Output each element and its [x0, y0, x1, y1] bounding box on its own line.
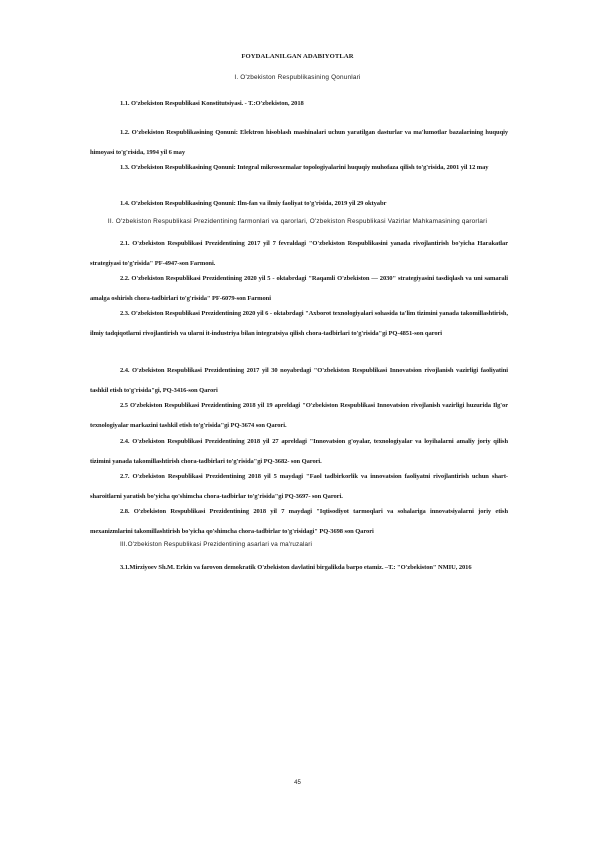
reference-item: 1.4. O'zbekiston Respublikasining Qonuni: Ilm-fan va ilmiy faoliyat to'g'risida, 2019 yil 29 oktyabr — [120, 200, 387, 207]
reference-item: 2.8. O'zbekiston Respublikasi Prezidentining 2018 yil 7 maydagi "Iqtisodiyot tarmoqlari va sohalariga innovatsiyalarni joriy etish mexanizmlarini takomillashtirish bo'yicha qo'shimcha chora-tadbirlar to'g'risidagi" PQ-3698 son Qarori — [90, 508, 508, 535]
reference-item: 2.4. O'zbekiston Respublikasi Prezidentining 2017 yil 30 noyabrdagi "O'zbekiston Respublikasi Innovatsion rivojlanish vazirligi faoliyatini tashkil etish to'g'risida"gi, PQ-3416-son Qarori — [90, 367, 508, 394]
reference-item: 2.5 O'zbekiston Respublikasi Prezidentining 2018 yil 19 apreldagi "O'zbekiston Respublikasi Innovatsion rivojlanish vazirligi huzurida Ilg'or texnologiyalar markazini tashkil etish to'g'risida"gi PQ-3674 son Qarori. — [90, 402, 508, 429]
page-title: FOYDALANILGAN ADABIYOTLAR — [241, 53, 354, 60]
reference-item: 3.1.Mirziyoev Sh.M. Erkin va farovon demokratik O'zbekiston davlatini birgalikda barpo etamiz. –T.: "O'zbekiston" NMIU, 2016 — [120, 564, 472, 571]
reference-item: 2.7. O'zbekiston Respublikasi Prezidentining 2018 yil 5 maydagi "Faol tadbirkorlik va innovatsion faoliyatni rivojlantirish uchun shart-sharoitlarni yaratish bo'yicha qo'shimcha chora-tadbirlar to'g'risida"gi PQ-3697- son Qarori. — [90, 473, 508, 500]
reference-item: 1.2. O'zbekiston Respublikasining Qonuni: Elektron hisoblash mashinalari uchun yaratilgan dasturlar va ma'lumotlar bazalarining huquqiy himoyasi to'g'risida, 1994 yil 6 may — [90, 129, 508, 156]
section-heading-works: III.O'zbekiston Respublikasi Prezidentining asarlari va ma'ruzalari — [120, 541, 312, 548]
reference-item: 2.1. O'zbekiston Respublikasi Prezidentining 2017 yil 7 fevraldagi "O'zbekiston Respublikasini yanada rivojlantirish bo'yicha Harakatlar strategiyasi to'g'risida" PF-4947-son Farmoni. — [90, 240, 508, 267]
section-heading-laws: I. O'zbekiston Respublikasining Qonunlari — [234, 74, 361, 81]
reference-item: 2.3. O'zbekiston Respublikasi Prezidentining 2020 yil 6 - oktabrdagi "Axborot texnologiyalari sohasida ta'lim tizimini yanada takomillashtirish, ilmiy tadqiqotlarni rivojlantirish va ularni it-industriya bilan integratsiya qilish chora-tadbirlari to'g'risida"gi PQ-4851-son qarori — [90, 310, 508, 337]
reference-item: 1.1. O'zbekiston Respublikasi Konstitutsiyasi. - T.:O'zbekiston, 2018 — [120, 100, 304, 107]
reference-item: 1.3. O'zbekiston Respublikasining Qonuni: Integral mikrosxemalar topologiyalarini huquqiy muhofaza qilish to'g'risida, 2001 yil 12 may — [120, 164, 489, 171]
page-number: 45 — [294, 780, 301, 786]
section-heading-decrees: II. O'zbekiston Respublikasi Prezidentining farmonlari va qarorlari, O'zbekiston Respublikasi Vazirlar Mahkamasining qarorlari — [107, 218, 488, 225]
reference-item: 2.2. O'zbekiston Respublikasi Prezidentining 2020 yil 5 - oktabrdagi "Raqamli O'zbekiston — 2030" strategiyasini tasdiqlash va uni samarali amalga oshirish chora-tadbirlari to'g'risida" PF-6079-son Farmoni — [90, 275, 508, 302]
reference-item: 2.4. O'zbekiston Respublikasi Prezidentining 2018 yil 27 apreldagi "Innovatsion g'oyalar, texnologiyalar va loyihalarni amaliy joriy qilish tizimini yanada takomillashtirish chora-tadbirlari to'g'risida"gi PQ-3682- son Qarori. — [90, 438, 508, 465]
